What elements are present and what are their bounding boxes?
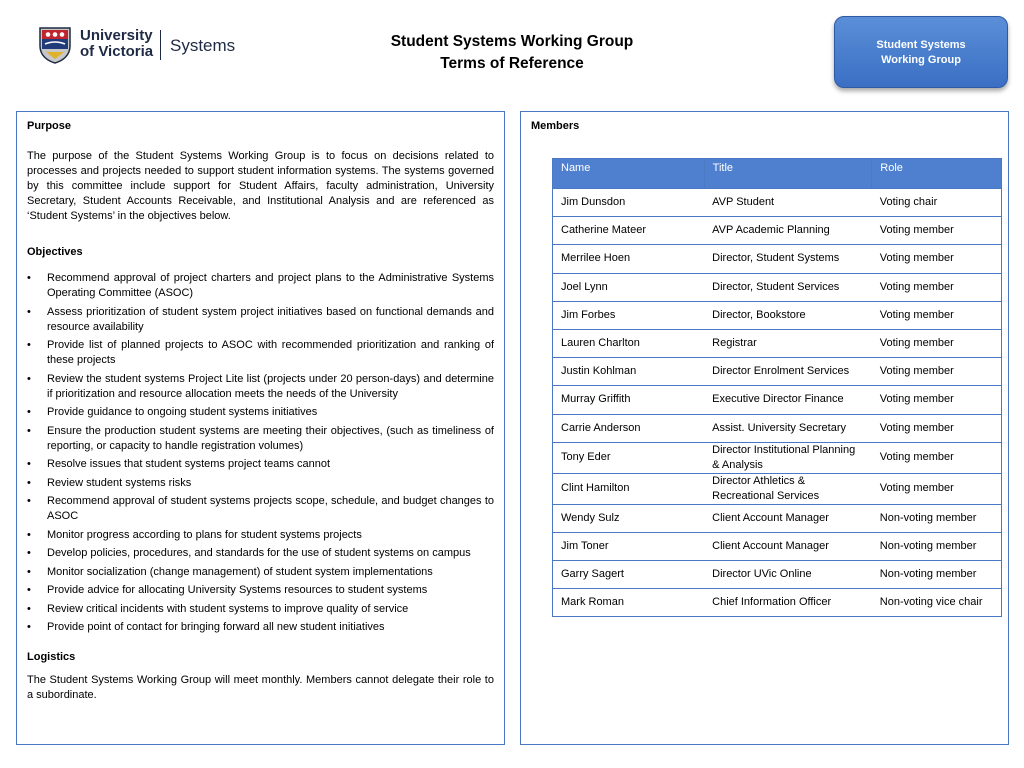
member-name-cell: Lauren Charlton bbox=[553, 329, 705, 357]
table-row bbox=[553, 561, 1002, 589]
member-title-cell: Chief Information Officer bbox=[704, 589, 872, 617]
objective-item: • Recommend approval of student systems projects scope, schedule, and budget changes to ASOC bbox=[27, 494, 494, 524]
member-name-cell: Clint Hamilton bbox=[553, 473, 705, 504]
member-title-cell: Registrar bbox=[704, 329, 872, 357]
objective-item: • Monitor progress according to plans for student systems projects bbox=[27, 528, 494, 543]
table-row bbox=[553, 589, 1002, 617]
uvic-shield-icon bbox=[38, 26, 72, 64]
logistics-text: The Student Systems Working Group will meet monthly. Members cannot delegate their role to a subordinate. bbox=[27, 674, 494, 701]
table-header-row bbox=[553, 159, 1002, 189]
member-name-cell: Tony Eder bbox=[553, 442, 705, 473]
member-title-cell: Director, Student Systems bbox=[704, 245, 872, 273]
logo-systems-text: Systems bbox=[170, 36, 236, 55]
member-role-cell: Voting member bbox=[872, 329, 1002, 357]
member-role-cell: Non-voting member bbox=[872, 532, 1002, 560]
member-title-cell: Director, Student Services bbox=[704, 273, 872, 301]
purpose-text: The purpose of the Student Systems Working Group is to focus on decisions related to processes and projects needed to support student information systems. The systems governed by this committee include support for Student Affairs, faculty administration, University Secretary, Student Accounts Receivable, and Institutional Analysis and are referenced as ‘Student Systems’ in the objectives below. bbox=[27, 150, 494, 222]
member-title-cell: Director, Bookstore bbox=[704, 301, 872, 329]
table-row bbox=[553, 386, 1002, 414]
member-name-cell: Jim Dunsdon bbox=[553, 189, 705, 217]
uvic-logo bbox=[38, 26, 238, 66]
objective-item: • Review student systems risks bbox=[27, 476, 494, 491]
member-role-cell: Voting member bbox=[872, 414, 1002, 442]
member-name-cell: Jim Forbes bbox=[553, 301, 705, 329]
table-row bbox=[553, 504, 1002, 532]
group-badge: Student Systems Working Group bbox=[834, 16, 1008, 88]
table-row bbox=[553, 217, 1002, 245]
objective-item: • Provide advice for allocating University Systems resources to student systems bbox=[27, 583, 494, 598]
objective-item: • Provide point of contact for bringing forward all new student initiatives bbox=[27, 620, 494, 635]
member-role-cell: Voting member bbox=[872, 245, 1002, 273]
member-name-cell: Catherine Mateer bbox=[553, 217, 705, 245]
purpose-heading: Purpose bbox=[27, 120, 72, 132]
logo-university-text: University of Victoria bbox=[80, 27, 154, 60]
table-row bbox=[553, 329, 1002, 357]
member-role-cell: Non-voting member bbox=[872, 561, 1002, 589]
logistics-heading: Logistics bbox=[27, 651, 76, 663]
table-row bbox=[553, 189, 1002, 217]
table-row bbox=[553, 414, 1002, 442]
member-title-cell: AVP Academic Planning bbox=[704, 217, 872, 245]
objectives-list bbox=[27, 271, 494, 635]
member-title-cell: Assist. University Secretary bbox=[704, 414, 872, 442]
table-row bbox=[553, 245, 1002, 273]
member-name-cell: Jim Toner bbox=[553, 532, 705, 560]
column-header-title: Title bbox=[704, 159, 872, 189]
table-row bbox=[553, 273, 1002, 301]
member-role-cell: Voting member bbox=[872, 273, 1002, 301]
objective-item: • Resolve issues that student systems project teams cannot bbox=[27, 457, 494, 472]
member-title-cell: Director Athletics & Recreational Services bbox=[704, 473, 872, 504]
objective-item: • Review critical incidents with student systems to improve quality of service bbox=[27, 602, 494, 617]
member-name-cell: Justin Kohlman bbox=[553, 358, 705, 386]
member-role-cell: Voting chair bbox=[872, 189, 1002, 217]
members-heading: Members bbox=[531, 120, 580, 132]
column-header-name: Name bbox=[553, 159, 705, 189]
table-row bbox=[553, 473, 1002, 504]
member-title-cell: AVP Student bbox=[704, 189, 872, 217]
member-name-cell: Wendy Sulz bbox=[553, 504, 705, 532]
logo-divider bbox=[160, 30, 161, 60]
member-title-cell: Client Account Manager bbox=[704, 532, 872, 560]
right-panel bbox=[520, 111, 1009, 745]
member-name-cell: Mark Roman bbox=[553, 589, 705, 617]
member-name-cell: Garry Sagert bbox=[553, 561, 705, 589]
member-role-cell: Voting member bbox=[872, 442, 1002, 473]
objective-item: • Provide guidance to ongoing student systems initiatives bbox=[27, 405, 494, 420]
table-row bbox=[553, 532, 1002, 560]
members-table bbox=[552, 158, 1002, 617]
member-role-cell: Voting member bbox=[872, 473, 1002, 504]
member-role-cell: Voting member bbox=[872, 386, 1002, 414]
left-panel bbox=[16, 111, 505, 745]
member-role-cell: Non-voting vice chair bbox=[872, 589, 1002, 617]
member-title-cell: Director UVic Online bbox=[704, 561, 872, 589]
member-role-cell: Non-voting member bbox=[872, 504, 1002, 532]
table-row bbox=[553, 442, 1002, 473]
member-title-cell: Client Account Manager bbox=[704, 504, 872, 532]
objective-item: • Monitor socialization (change management) of student system implementations bbox=[27, 565, 494, 580]
page-title: Student Systems Working Group Terms of Reference bbox=[390, 33, 634, 72]
member-title-cell: Director Enrolment Services bbox=[704, 358, 872, 386]
member-name-cell: Carrie Anderson bbox=[553, 414, 705, 442]
table-row bbox=[553, 301, 1002, 329]
objective-item: • Ensure the production student systems are meeting their objectives, (such as timeliness of reporting, or capacity to handle registration volumes) bbox=[27, 424, 494, 454]
member-title-cell: Executive Director Finance bbox=[704, 386, 872, 414]
member-name-cell: Merrilee Hoen bbox=[553, 245, 705, 273]
member-role-cell: Voting member bbox=[872, 217, 1002, 245]
objective-item: • Develop policies, procedures, and standards for the use of student systems on campus bbox=[27, 546, 494, 561]
member-role-cell: Voting member bbox=[872, 301, 1002, 329]
table-row bbox=[553, 358, 1002, 386]
member-name-cell: Murray Griffith bbox=[553, 386, 705, 414]
member-title-cell: Director Institutional Planning & Analysis bbox=[704, 442, 872, 473]
objective-item: • Recommend approval of project charters and project plans to the Administrative Systems Operating Committee (ASOC) bbox=[27, 271, 494, 301]
column-header-role: Role bbox=[872, 159, 1002, 189]
member-name-cell: Joel Lynn bbox=[553, 273, 705, 301]
objective-item: • Provide list of planned projects to ASOC with recommended prioritization and ranking of these projects bbox=[27, 338, 494, 368]
objective-item: • Review the student systems Project Lite list (projects under 20 person-days) and determine if prioritization and resource allocation meets the needs of the University bbox=[27, 372, 494, 402]
member-role-cell: Voting member bbox=[872, 358, 1002, 386]
objective-item: • Assess prioritization of student system project initiatives based on functional demands and resource availability bbox=[27, 305, 494, 335]
objectives-heading: Objectives bbox=[27, 246, 83, 258]
